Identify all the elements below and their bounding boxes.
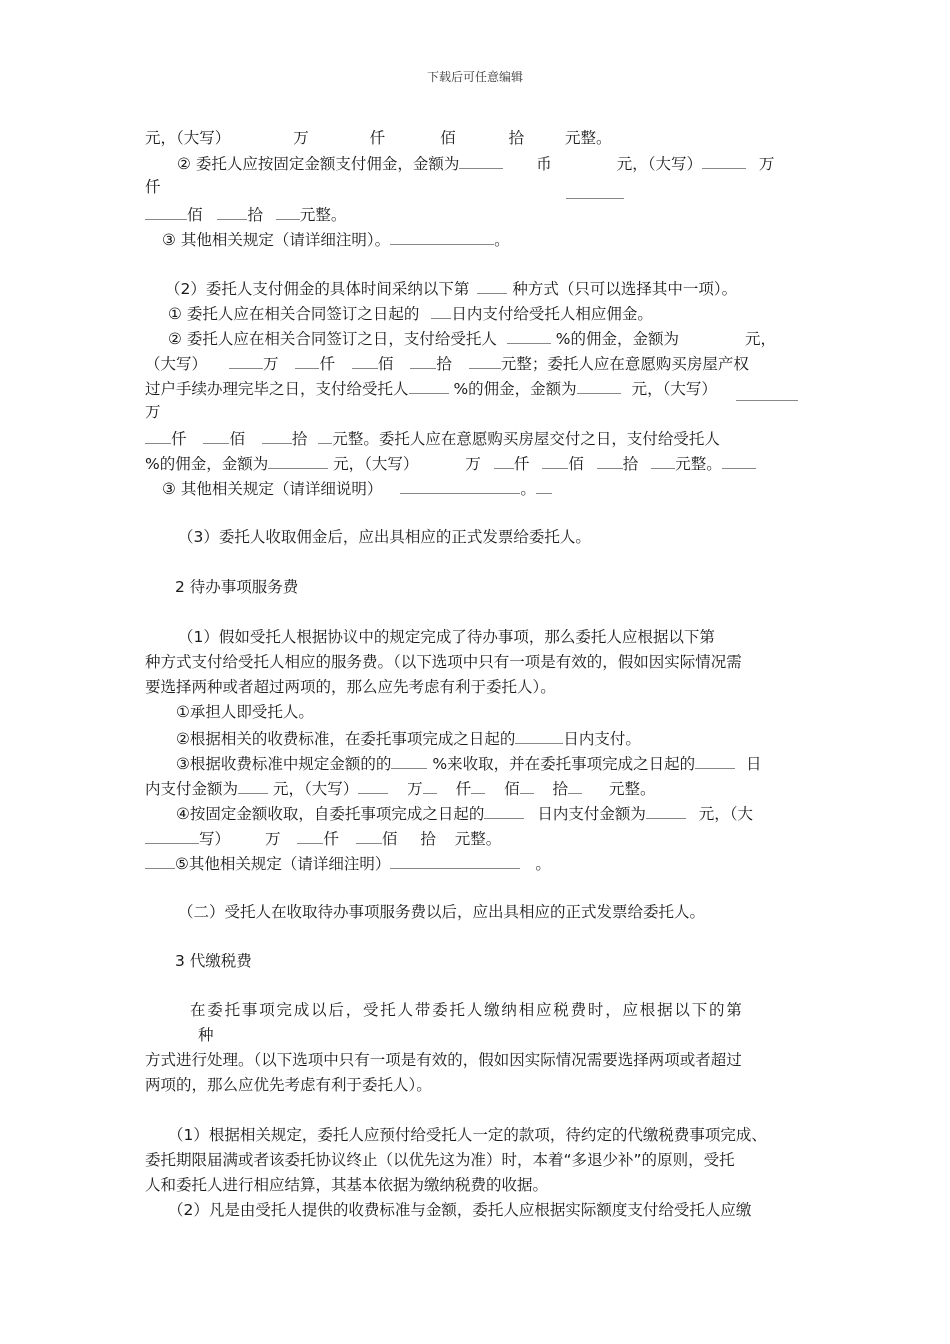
payment-option-2-line2: （大写） 万 仟 佰 拾 元整；委托人应在意愿购买房屋产权: [145, 351, 749, 375]
invoice-note: （3）委托人收取佣金后，应出具相应的正式发票给委托人。: [178, 528, 591, 546]
amount-blank: [459, 151, 503, 169]
s2-option-3: ③根据收费标准中规定金额的的 %来收取，并在委托事项完成之日起的 日: [176, 751, 762, 775]
s2-option-1: ①承担人即受托人。: [176, 703, 314, 721]
s2-option-4-line2: 写） 万 仟 佰 拾 元整。: [145, 826, 501, 850]
s2-paragraph-2: 种方式支付给受托人相应的服务费。（以下选项中只有一项是有效的，假如因实际情况需: [145, 653, 742, 671]
payment-option-3: ③ 其他相关规定（请详细说明） 。: [162, 476, 552, 500]
other-provisions-option: ③ 其他相关规定（请详细注明）。 。: [162, 227, 510, 251]
fixed-amount-option: ② 委托人应按固定金额支付佣金，金额为 币 元，（大写） 万: [177, 151, 774, 175]
commission-amount-line: 元，（大写） 万 仟 佰 拾 元整。: [145, 129, 612, 147]
s2-invoice-note: （二）受托人在收取待办事项服务费以后，应出具相应的正式发票给委托人。: [178, 903, 706, 921]
payment-option-2-line6: %的佣金，金额为 元，（大写） 万 仟 佰 拾 元整。: [145, 451, 756, 475]
s2-option-2: ②根据相关的收费标准，在委托事项完成之日起的 日内支付。: [176, 726, 641, 750]
payment-option-2-line5: 仟 佰 拾 元整。委托人应在意愿购买房屋交付之日，支付给受托人: [145, 426, 720, 450]
s3-item-2-line1: （2）凡是由受托人提供的收费标准与金额，委托人应根据实际额度支付给受托人应缴: [168, 1201, 752, 1219]
s2-paragraph-3: 要选择两种或者超过两项的，那么应先考虑有利于委托人）。: [145, 678, 556, 696]
s3-paragraph-1-tail: 种: [198, 1026, 214, 1044]
s3-item-1-line3: 人和委托人进行相应结算，其基本依据为缴纳税费的收据。: [145, 1176, 549, 1194]
s3-item-1-line2: 委托期限届满或者该委托协议终止（以优先这为准）时，本着“多退少补”的原则，受托: [145, 1151, 735, 1169]
s2-paragraph-1: （1）假如受托人根据协议中的规定完成了待办事项，那么委托人应根据以下第: [178, 628, 715, 646]
payment-time-intro: （2）委托人支付佣金的具体时间采纳以下第 种方式（只可以选择其中一项）。: [165, 276, 737, 300]
payment-option-2-line3: 过户手续办理完毕之日，支付给受托人 %的佣金，金额为 元，（大写）: [145, 376, 717, 400]
s2-option-3-line2: 内支付金额为 元，（大写） 万 仟 佰 拾 元整。: [145, 776, 655, 800]
s3-paragraph-3: 两项的，那么应优先考虑有利于委托人）。: [145, 1076, 432, 1094]
s2-option-4: ④按固定金额收取，自委托事项完成之日起的 日内支付金额为 元，（大: [176, 801, 753, 825]
section-3-title: 3 代缴税费: [175, 952, 252, 970]
payment-option-2-line4: 万: [145, 403, 161, 421]
payment-option-1: ① 委托人应在相关合同签订之日起的 日内支付给受托人相应佣金。: [168, 301, 653, 325]
underline: [736, 400, 798, 401]
fixed-amount-line2: 仟: [145, 178, 161, 196]
s3-item-1-line1: （1）根据相关规定，委托人应预付给受托人一定的款项，待约定的代缴税费事项完成、: [168, 1126, 767, 1144]
underline: [566, 198, 624, 199]
s2-option-5: ⑤其他相关规定（请详细注明） 。: [145, 851, 551, 875]
payment-option-2: ② 委托人应在相关合同签订之日，支付给受托人 %的佣金，金额为 元，: [168, 326, 776, 350]
s3-paragraph-2: 方式进行处理。（以下选项中只有一项是有效的，假如因实际情况需要选择两项或者超过: [145, 1051, 742, 1069]
fixed-amount-line3: 佰 拾 元整。: [145, 202, 346, 226]
section-2-title: 2 待办事项服务费: [175, 578, 299, 596]
header-note: 下载后可任意编辑: [426, 70, 523, 84]
s3-paragraph-1: 在委托事项完成以后，受托人带委托人缴纳相应税费时，应根据以下的第: [190, 1001, 744, 1019]
